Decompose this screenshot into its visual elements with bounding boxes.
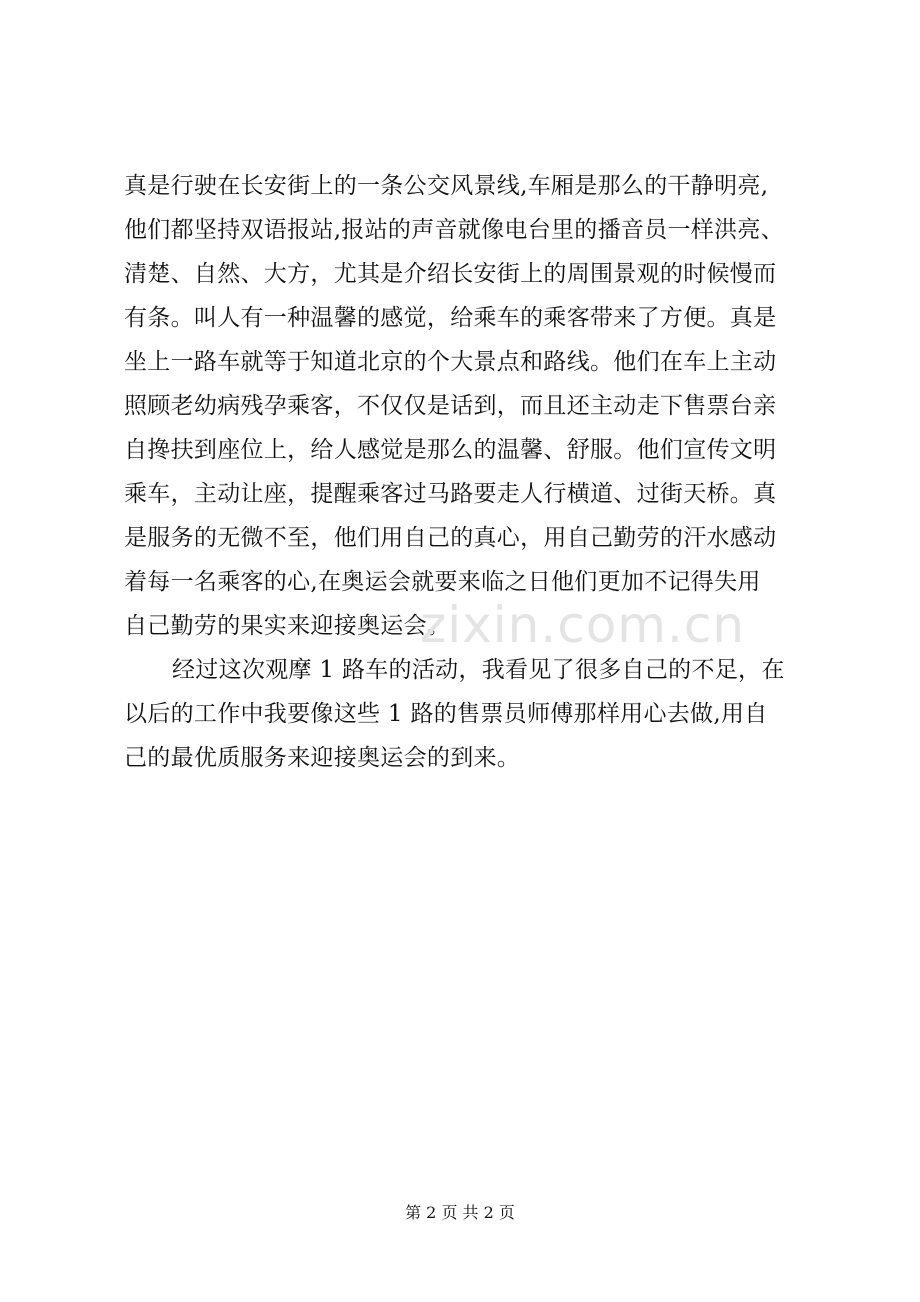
body-line: 坐上一路车就等于知道北京的个大景点和路线。他们在车上主动: [124, 349, 777, 375]
body-line: 真是行驶在长安街上的一条公交风景线,车厢是那么的干静明亮,: [124, 173, 769, 199]
body-line: 有条。叫人有一种温馨的感觉，给乘车的乘客带来了方便。真是: [124, 305, 777, 331]
body-line: 以后的工作中我要像这些 1 路的售票员师傅那样用心去做,用自: [124, 701, 768, 727]
body-line: 他们都坚持双语报站,报站的声音就像电台里的播音员一样洪亮、: [124, 217, 785, 243]
body-line: 自搀扶到座位上，给人感觉是那么的温馨、舒服。他们宣传文明: [124, 437, 777, 463]
page-number: 第 2 页 共 2 页: [405, 1203, 515, 1222]
body-line: 乘车，主动让座，提醒乘客过马路要走人行横道、过街天桥。真: [124, 481, 777, 507]
body-line-indented: 经过这次观摩 1 路车的活动，我看见了很多自己的不足，在: [172, 657, 785, 683]
body-line: 照顾老幼病残孕乘客，不仅仅是话到，而且还主动走下售票台亲: [124, 393, 777, 419]
body-line: 清楚、自然、大方，尤其是介绍长安街上的周围景观的时候慢而: [124, 261, 777, 287]
body-line: 自己勤劳的果实来迎接奥运会。: [124, 613, 451, 639]
body-line: 着每一名乘客的心,在奥运会就要来临之日他们更加不记得失用: [124, 569, 761, 595]
watermark: zixin.com.cn: [420, 596, 746, 654]
body-line: 是服务的无微不至，他们用自己的真心，用自己勤劳的汗水感动: [124, 525, 777, 551]
body-line: 己的最优质服务来迎接奥运会的到来。: [124, 745, 521, 771]
